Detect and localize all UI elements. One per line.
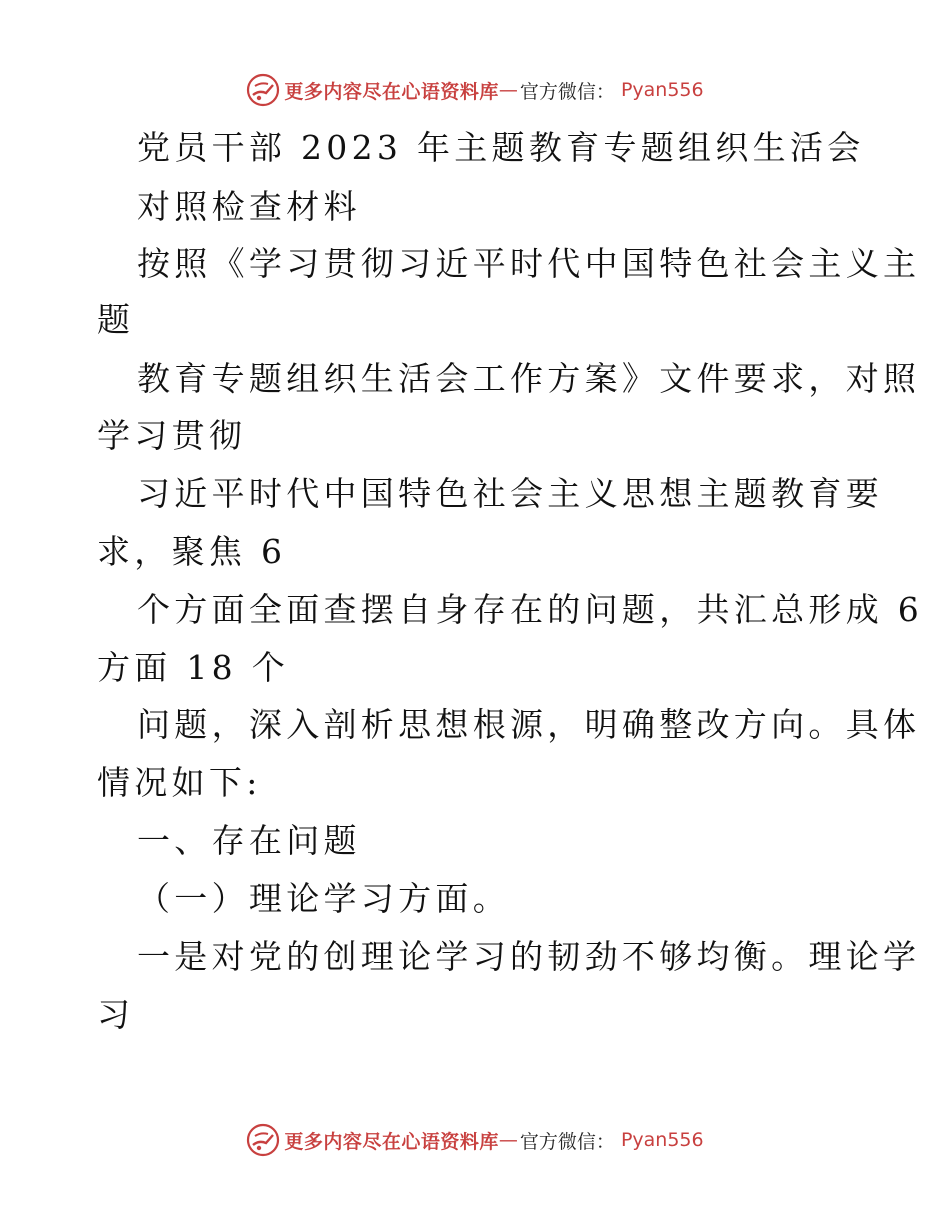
doc-title-line-2: 对照检查材料: [137, 187, 361, 226]
doc-title-line-1: 党员干部 2023 年主题教育专题组织生活会: [137, 128, 865, 167]
paragraph-line: 个方面全面查摆自身存在的问题，共汇总形成 6: [137, 590, 924, 629]
watermark-account: Pyan556: [620, 1129, 704, 1151]
paragraph-line: 学习贯彻: [97, 416, 247, 455]
subsection-heading: （一）理论学习方面。: [137, 879, 510, 918]
paragraph-line: 一是对党的创理论学习的韧劲不够均衡。理论学: [137, 937, 921, 976]
watermark-site-text: 更多内容尽在心语资料库: [284, 1130, 499, 1153]
paragraph-line: 习: [97, 995, 135, 1034]
paragraph-line: 题: [97, 300, 135, 339]
section-heading: 一、存在问题: [137, 821, 361, 860]
watermark-footer: [0, 1120, 950, 1160]
watermark-dash: —: [498, 79, 518, 101]
watermark-site-text: 更多内容尽在心语资料库: [284, 80, 499, 103]
watermark-header: [0, 70, 950, 110]
watermark-label: 官方微信：: [519, 1130, 615, 1153]
red-book-pen-logo-icon: [246, 1123, 280, 1157]
paragraph-line: 问题，深入剖析思想根源，明确整改方向。具体: [137, 705, 921, 744]
watermark-dash: —: [498, 1129, 518, 1151]
paragraph-line: 求，聚焦 6: [97, 532, 287, 571]
paragraph-line: 教育专题组织生活会工作方案》文件要求，对照: [137, 359, 921, 398]
red-book-pen-logo-icon: [246, 73, 280, 107]
paragraph-line: 习近平时代中国特色社会主义思想主题教育要: [137, 474, 883, 513]
watermark-label: 官方微信：: [519, 80, 615, 103]
paragraph-line: 按照《学习贯彻习近平时代中国特色社会主义主: [137, 244, 921, 283]
paragraph-line: 方面 18 个: [97, 648, 290, 687]
paragraph-line: 情况如下:: [97, 763, 262, 802]
watermark-account: Pyan556: [620, 79, 704, 101]
